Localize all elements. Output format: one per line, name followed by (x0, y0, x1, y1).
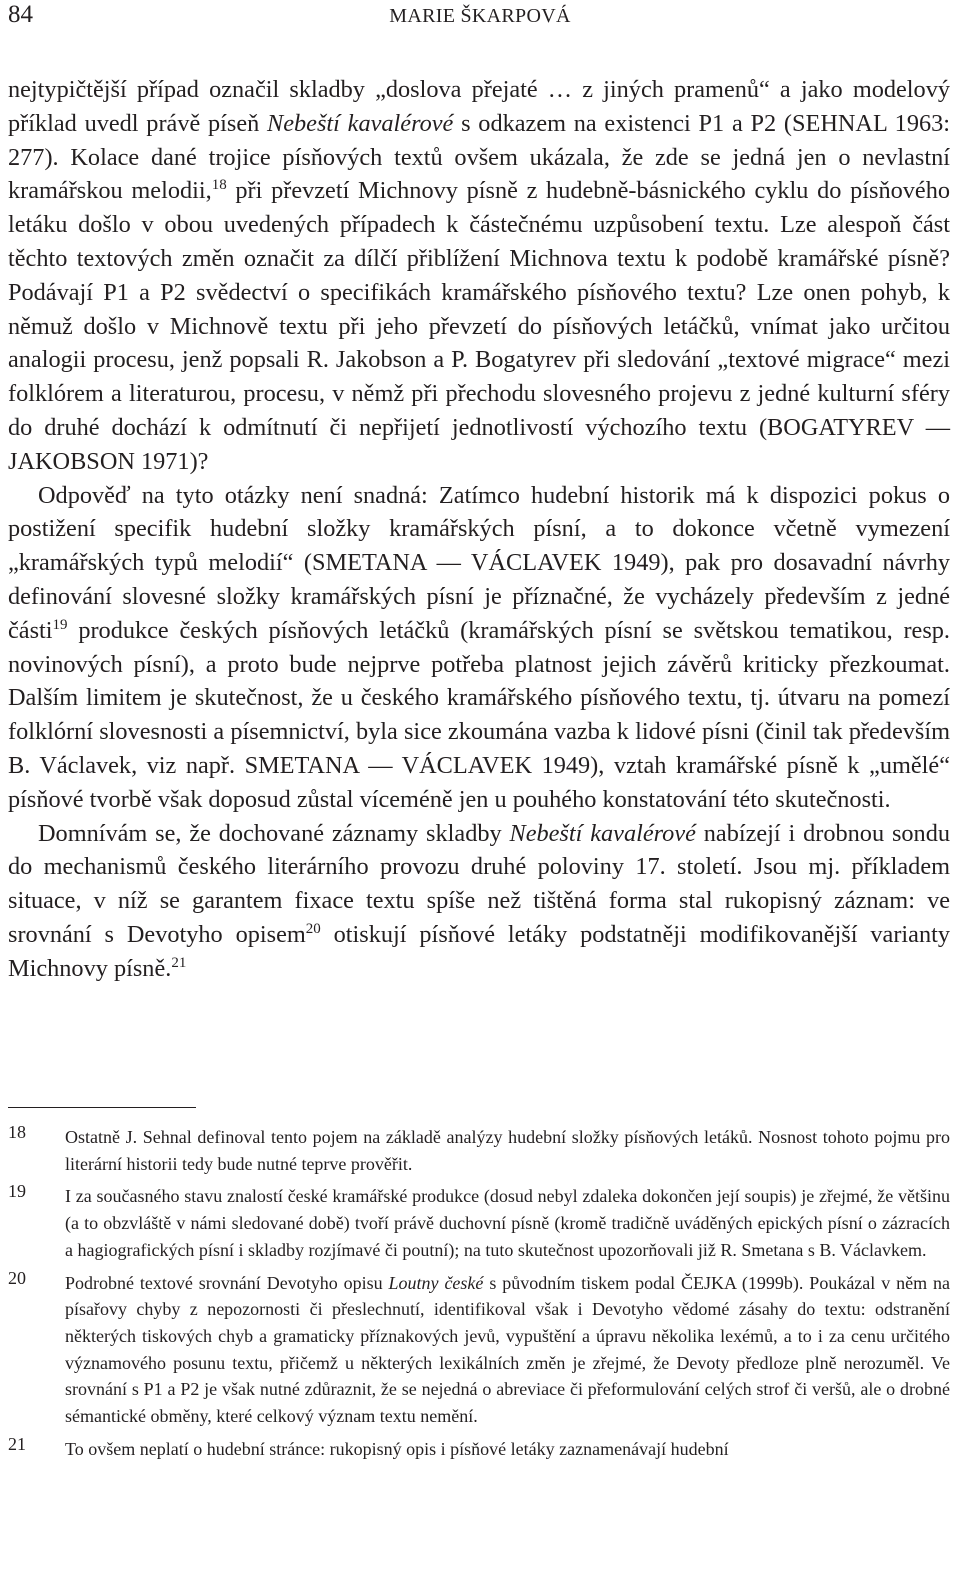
footnote-text: Ostatně J. Sehnal definoval tento pojem na základě analýzy hudební složky písňových letáků. Nosnost tohoto pojmu pro literární historii tedy bude nutné teprve prověřit. (65, 1127, 950, 1174)
text-run: produkce českých písňových letáčků (kramářských písní se světskou tematikou, resp. novinových písní), a proto bude nejprve potřeba platnost jejich závěrů kriticky přezkoumat. Dalším limitem je skutečnost, že u českého kramářského písňového textu, tj. útvaru na pomezí folklórní slovesnosti a písemnictví, byla sice zkoumána vazba k lidové písni (činil tak především B. Václavek, viz např. SMETANA — VÁCLAVEK 1949), vztah kramářské písně k „umělé“ písňové tvorbě však doposud zůstal víceméně jen u pouhého konstatování této skutečnosti. (8, 616, 950, 813)
footnotes (8, 1124, 950, 1468)
footnote-ref-20[interactable]: 20 (305, 920, 321, 937)
footnote-18 (8, 1124, 950, 1177)
footnote-21 (8, 1433, 950, 1463)
page-header (0, 0, 960, 40)
paragraph-2 (8, 479, 950, 817)
footnote-text: Podrobné textové srovnání Devotyho opisu (65, 1272, 389, 1293)
footnote-text: s původním tiskem podal ČEJKA (1999b). Poukázal v něm na písařovy chyby z nepozornosti či přeslechnutí, identifikoval však i Devotyho vědomé zásahy do textu: odstranění některých tiskových chyb a gramaticky příznakových jevů, vypuštění a úpravu několika lexémů, a to i za cenu určitého významového posunu textu, přičemž u některých lexikálních změn je zřejmé, že Devoty předloze plně nerozuměl. Ve srovnání s P1 a P2 je však nutné zdůraznit, že se nejedná o abreviace či přeformulování celých strof či veršů, ale o drobné sémantické obměny, které celkový význam textu nemění. (65, 1272, 951, 1427)
footnote-number: 19 (8, 1181, 26, 1202)
footnote-20 (8, 1267, 951, 1430)
text-run: Odpověď na tyto otázky není snadná: Zatímco hudební historik má k dispozici pokus o postižení specifik hudební složky kramářských písní, a to dokonce včetně vymezení „kramářských typů melodií“ (SMETANA — VÁCLAVEK 1949), pak pro dosavadní návrhy definování slovesné složky kramářských písní je příznačné, že vycházely především z jedné části (8, 481, 950, 644)
text-run: s odkazem na existenci P1 a P2 (SEHNAL 1963: 277). Kolace dané trojice písňových textů ovšem ukázala, že zde se jedná jen o nevlastní kramářskou melodii, (8, 109, 951, 205)
footnote-ref-19[interactable]: 19 (52, 616, 68, 633)
italic-title: Nebeští kavalérové (267, 109, 454, 137)
italic-title: Nebeští kavalérové (509, 819, 696, 847)
text-run: nejtypičtější případ označil skladby „doslova přejaté … z jiných pramenů“ a jako modelový příklad uvedl právě píseň (8, 76, 950, 137)
paragraph-1 (8, 73, 950, 479)
footnote-separator (8, 1107, 196, 1108)
text-run: nabízejí i drobnou sondu do mechanismů českého literárního provozu druhé poloviny 17. století. Jsou mj. příkladem situace, v níž se garantem fixace textu spíše než tištěná forma stal rukopisný záznam: ve srovnání s Devotyho opisem (8, 819, 951, 948)
footnote-text: To ovšem neplatí o hudební stránce: rukopisný opis i písňové letáky zaznamenávají hudební (65, 1438, 729, 1459)
text-run: otiskují písňové letáky podstatněji modifikovanější varianty Michnovy písně. (8, 920, 950, 982)
paragraph-3 (8, 817, 950, 986)
text-run: při převzetí Michnovy písně z hudebně-básnického cyklu do písňového letáku došlo v obou uvedených případech k částečnému uzpůsobení textu. Lze alespoň část těchto textových změn označit za dílčí přiblížení Michnova textu k podobě kramářské písně? Podávají P1 a P2 svědectví o specifikách kramářského písňového textu? Lze onen pohyb, k němuž došlo v Michnově textu při jeho převzetí do písňových letáčků, vnímat jako určitou analogii procesu, jenž popsali R. Jakobson a P. Bogatyrev při sledování „textové migrace“ mezi folklórem a literaturou, procesu, v němž při přechodu slovesného projevu z jedné kulturní sféry do druhé dochází k odmítnutí či nepřijetí jednotlivostí výchozího textu (BOGATYREV — JAKOBSON 1971)? (8, 177, 950, 475)
footnote-ref-21[interactable]: 21 (171, 954, 187, 971)
running-head: MARIE ŠKARPOVÁ (389, 5, 571, 27)
footnote-ref-18[interactable]: 18 (211, 177, 227, 194)
footnote-text: I za současného stavu znalostí české kramářské produkce (dosud nebyl zdaleka dokončen její soupis) je zřejmé, že většinu (a to obzvláště v námi sledované době) tvoří právě duchovní písně (kromě tradičně uváděných epických písní o zázracích a hagiografických písní i skladby rozjímavé či poutní); na tuto skutečnost upozorňovali již R. Smetana s B. Václavkem. (65, 1186, 950, 1260)
footnote-number: 18 (8, 1122, 26, 1142)
body-text (8, 73, 950, 986)
footnote-19 (8, 1183, 950, 1263)
text-run: Domnívám se, že dochované záznamy skladby (38, 819, 510, 847)
italic-title: Loutny české (388, 1272, 484, 1293)
footnote-number: 20 (8, 1267, 26, 1288)
page-number: 84 (8, 1, 33, 28)
footnote-number: 21 (8, 1433, 26, 1454)
